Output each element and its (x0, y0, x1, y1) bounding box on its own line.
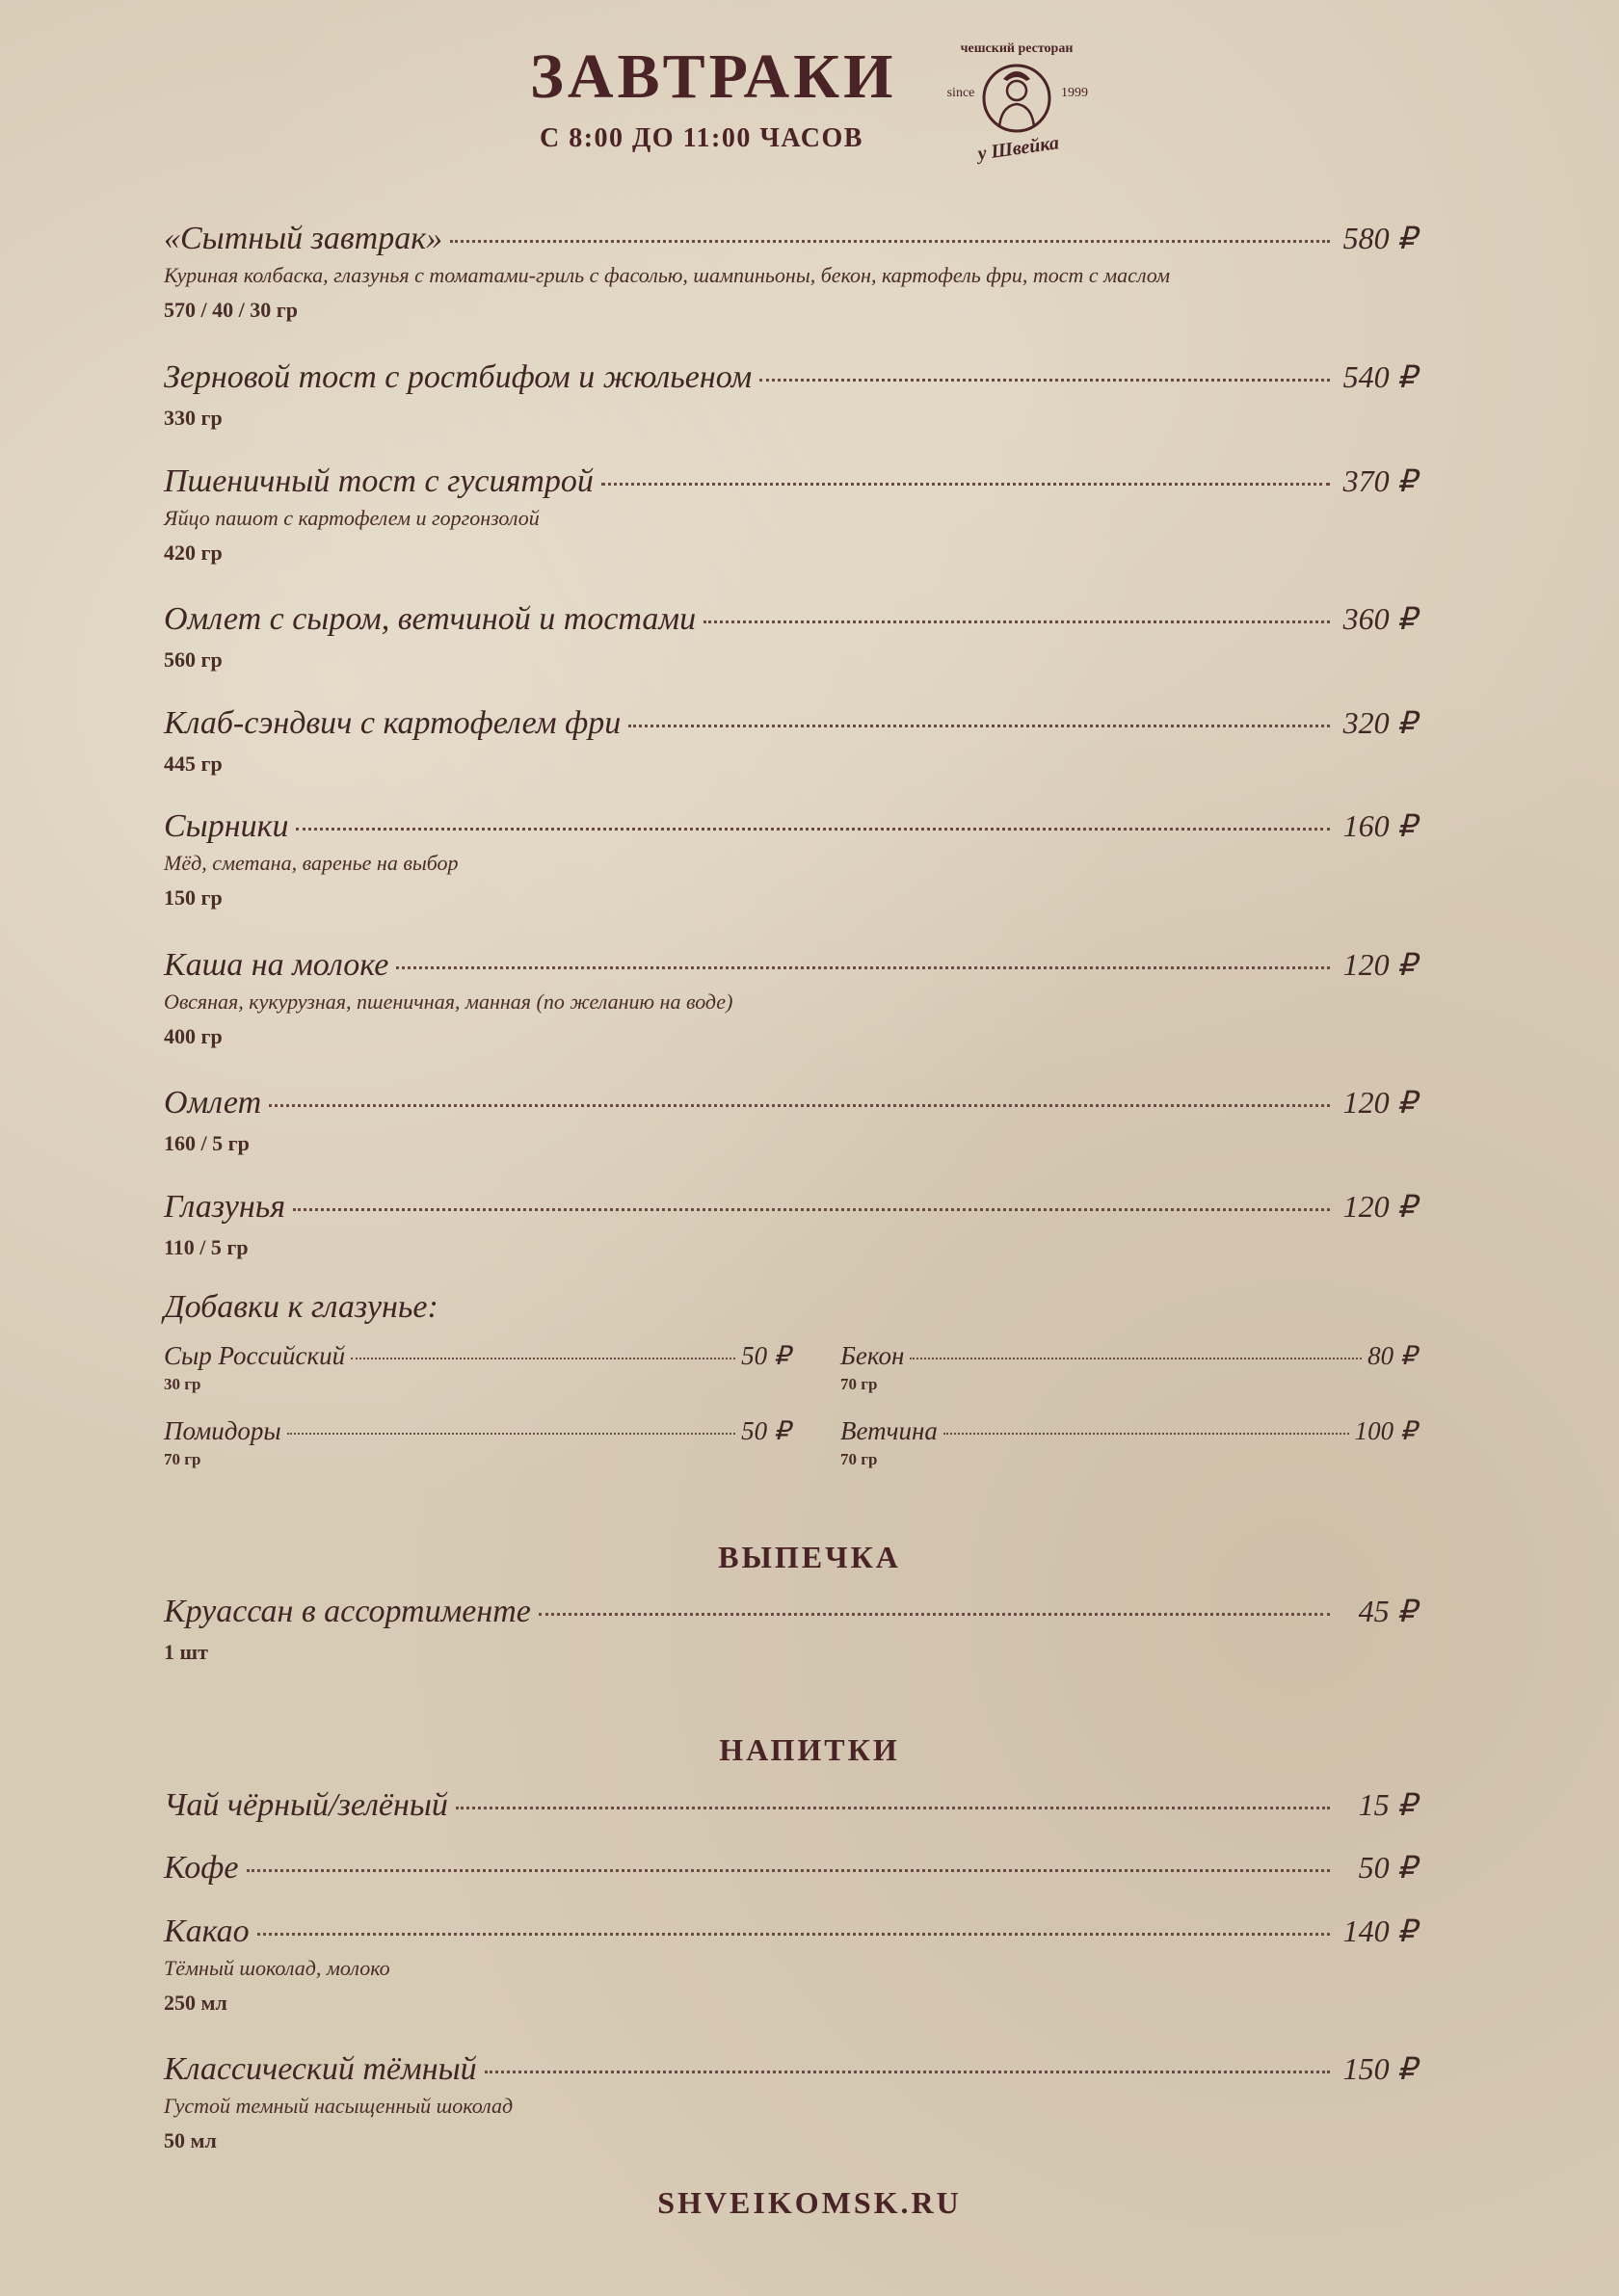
menu-item (164, 1913, 1417, 2016)
item-description: Овсяная, кукурузная, пшеничная, манная (по желанию на воде) (164, 990, 733, 1014)
logo-since-text: since (946, 86, 975, 100)
item-description: Мёд, сметана, варенье на выбор (164, 851, 459, 875)
leader-dots (257, 1933, 1330, 1936)
item-price: 160 ₽ (1342, 808, 1417, 843)
item-weight: 150 гр (164, 885, 223, 910)
item-price: 120 ₽ (1342, 947, 1417, 982)
leader-dots (269, 1104, 1330, 1107)
addon-item (840, 1341, 1417, 1394)
menu-item (164, 2050, 1417, 2153)
section-title-drinks: НАПИТКИ (719, 1732, 900, 1767)
menu-item (164, 1188, 1417, 1260)
item-name: Омлет (164, 1085, 262, 1121)
item-name: Омлет с сыром, ветчиной и тостами (164, 601, 697, 637)
menu-item (164, 1084, 1417, 1156)
leader-dots (759, 379, 1330, 382)
item-price: 50 ₽ (1358, 1850, 1417, 1885)
item-weight: 420 гр (164, 541, 223, 565)
menu-item (164, 1593, 1417, 1665)
addon-name: Ветчина (840, 1416, 938, 1445)
item-name: Клаб-сэндвич с картофелем фри (164, 705, 622, 741)
menu-item (164, 704, 1417, 777)
addon-name: Помидоры (164, 1416, 281, 1445)
item-weight: 445 гр (164, 752, 223, 776)
item-price: 580 ₽ (1342, 221, 1417, 255)
logo-year-text: 1999 (1061, 86, 1088, 100)
page-title: ЗАВТРАКИ (530, 41, 897, 112)
menu-item (164, 600, 1417, 673)
item-description: Густой темный насыщенный шоколад (164, 2094, 514, 2118)
item-weight: 400 гр (164, 1024, 223, 1048)
addon-price: 80 ₽ (1367, 1341, 1417, 1370)
addon-price: 50 ₽ (741, 1341, 790, 1370)
leader-dots (287, 1433, 735, 1435)
addon-name: Бекон (840, 1341, 905, 1370)
item-name: Какао (164, 1913, 250, 1949)
item-weight: 1 шт (164, 1640, 208, 1664)
item-name: Пшеничный тост с гусиятрой (164, 463, 594, 499)
addon-weight: 70 гр (164, 1450, 201, 1468)
addon-weight: 70 гр (840, 1375, 878, 1393)
item-name: «Сытный завтрак» (164, 221, 443, 256)
addon-item (164, 1341, 790, 1394)
leader-dots (351, 1358, 735, 1359)
item-name: Круассан в ассортименте (164, 1594, 531, 1629)
logo-top-text: чешский ресторан (960, 41, 1074, 56)
item-name: Чай чёрный/зелёный (164, 1787, 448, 1823)
addons-heading: Добавки к глазунье: (164, 1289, 438, 1325)
leader-dots (485, 2071, 1330, 2073)
item-price: 15 ₽ (1358, 1787, 1417, 1822)
item-weight: 50 мл (164, 2128, 217, 2152)
leader-dots (296, 828, 1330, 831)
item-price: 540 ₽ (1342, 359, 1417, 394)
menu-item (164, 1849, 1417, 1887)
leader-dots (456, 1807, 1330, 1809)
item-description: Тёмный шоколад, молоко (164, 1956, 390, 1980)
menu-item (164, 358, 1417, 431)
item-description: Куриная колбаска, глазунья с томатами-гриль с фасолью, шампиньоны, бекон, картофель фри, тост с маслом (164, 263, 1171, 287)
menu-item (164, 462, 1417, 566)
item-name: Классический тёмный (164, 2051, 477, 2087)
section-title-pastry: ВЫПЕЧКА (718, 1540, 901, 1574)
leader-dots (539, 1613, 1330, 1616)
leader-dots (703, 620, 1330, 623)
item-price: 120 ₽ (1342, 1085, 1417, 1120)
item-price: 45 ₽ (1358, 1594, 1417, 1628)
leader-dots (601, 483, 1330, 486)
addon-name: Сыр Российский (164, 1341, 346, 1370)
leader-dots (910, 1358, 1362, 1359)
menu-item (164, 946, 1417, 1049)
menu-item (164, 807, 1417, 910)
addon-price: 50 ₽ (741, 1416, 790, 1445)
leader-dots (943, 1433, 1349, 1435)
menu-item (164, 1786, 1417, 1824)
addon-item (840, 1416, 1417, 1469)
item-name: Сырники (164, 808, 289, 844)
item-price: 120 ₽ (1342, 1189, 1417, 1224)
item-weight: 250 мл (164, 1991, 227, 2015)
item-name: Кофе (164, 1850, 239, 1886)
addon-price: 100 ₽ (1354, 1416, 1417, 1445)
item-weight: 570 / 40 / 30 гр (164, 298, 298, 322)
item-weight: 560 гр (164, 647, 223, 672)
leader-dots (396, 966, 1330, 969)
item-price: 360 ₽ (1342, 601, 1417, 636)
menu-item (164, 220, 1417, 323)
page-subtitle: С 8:00 ДО 11:00 ЧАСОВ (540, 123, 863, 153)
item-weight: 160 / 5 гр (164, 1131, 250, 1155)
addon-item (164, 1416, 790, 1469)
website-link[interactable]: SHVEIKOMSK.RU (657, 2185, 962, 2220)
leader-dots (293, 1208, 1330, 1211)
addon-weight: 70 гр (840, 1450, 878, 1468)
leader-dots (450, 240, 1330, 243)
item-weight: 330 гр (164, 406, 223, 430)
item-price: 320 ₽ (1342, 705, 1417, 740)
item-name: Каша на молоке (164, 947, 389, 983)
item-weight: 110 / 5 гр (164, 1235, 249, 1259)
restaurant-logo (940, 35, 1094, 166)
item-price: 140 ₽ (1342, 1913, 1417, 1948)
logo-bottom-text: у Швейка (976, 132, 1061, 165)
addon-weight: 30 гр (164, 1375, 201, 1393)
item-price: 370 ₽ (1342, 463, 1417, 498)
leader-dots (247, 1869, 1330, 1872)
leader-dots (628, 725, 1330, 727)
item-description: Яйцо пашот с картофелем и горгонзолой (164, 506, 540, 530)
item-price: 150 ₽ (1342, 2051, 1417, 2086)
item-name: Зерновой тост с ростбифом и жюльеном (164, 359, 753, 395)
item-name: Глазунья (164, 1189, 286, 1225)
